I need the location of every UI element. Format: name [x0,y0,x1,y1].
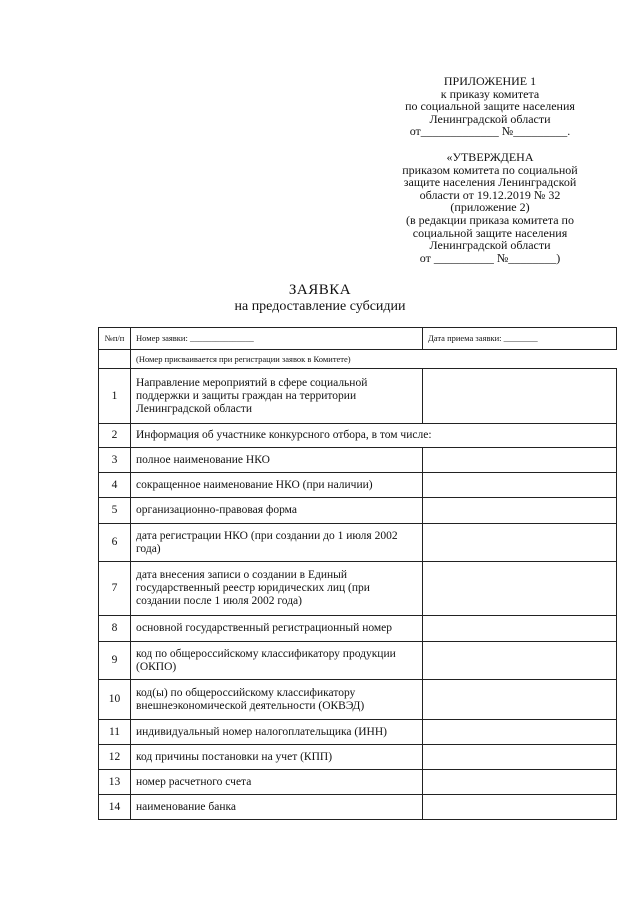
row-value-cell[interactable] [423,680,617,720]
approved-line: от __________ №________) [419,250,561,265]
appendix-line: Ленинградской области [429,111,551,126]
table-row [99,369,617,424]
row-number: 5 [99,498,131,524]
row-number: 3 [99,448,131,473]
row-value-cell[interactable] [423,562,617,616]
row-value-cell[interactable] [423,369,617,424]
document-subtitle: на предоставление субсидии [234,299,406,314]
row-number: 11 [99,720,131,745]
table-row [99,680,617,720]
approved-line: защите населения Ленинградской [403,175,577,190]
row-label: номер расчетного счета [131,770,423,795]
row-number: 8 [99,616,131,642]
receipt-date-field[interactable]: Дата приема заявки: ________ [423,328,617,350]
approved-line: социальной защите населения [412,225,568,240]
table-header-row [99,328,617,350]
row-label: Направление мероприятий в сфере социальной поддержки и защиты граждан на территории Ленинградской области [131,369,423,424]
table-row [99,616,617,642]
table-row [99,720,617,745]
row-label: полное наименование НКО [131,448,423,473]
row-label: организационно-правовая форма [131,498,423,524]
row-value-cell[interactable] [423,498,617,524]
row-label: код по общероссийскому классификатору продукции (ОКПО) [131,642,423,680]
table-row [99,524,617,562]
row-label: индивидуальный номер налогоплательщика (ИНН) [131,720,423,745]
note-row [99,350,617,369]
table-row [99,473,617,498]
approved-line: области от 19.12.2019 № 32 [419,187,561,202]
table-row [99,562,617,616]
application-number-field[interactable]: Номер заявки: _______________ [131,328,423,350]
row-label: наименование банка [131,795,423,820]
row-value-cell[interactable] [423,524,617,562]
row-label: код(ы) по общероссийскому классификатору внешнеэкономической деятельности (ОКВЭД) [131,680,423,720]
row-label: код причины постановки на учет (КПП) [131,745,423,770]
row-number: 6 [99,524,131,562]
appendix-line: от_____________ №_________. [409,124,571,139]
table-row [99,424,617,448]
row-value-cell[interactable] [423,745,617,770]
application-form-table [98,327,617,820]
row-number: 13 [99,770,131,795]
appendix-line: ПРИЛОЖЕНИЕ 1 [443,74,537,88]
row-number: 4 [99,473,131,498]
approved-header [380,151,600,264]
row-value-cell[interactable] [423,642,617,680]
row-label: дата внесения записи о создании в Единый государственный реестр юридических лиц (при создании после 1 июля 2002 года) [131,562,423,616]
row-number: 9 [99,642,131,680]
table-row [99,498,617,524]
row-number: 14 [99,795,131,820]
row-label: сокращенное наименование НКО (при наличии) [131,473,423,498]
row-label: дата регистрации НКО (при создании до 1 июля 2002 года) [131,524,423,562]
table-row [99,642,617,680]
row-number: 2 [99,424,131,448]
row-number: 1 [99,369,131,424]
row-value-cell[interactable] [423,616,617,642]
registration-note: (Номер присваивается при регистрации заявок в Комитете) [136,353,351,364]
row-value-cell[interactable] [423,795,617,820]
row-value-cell[interactable] [423,473,617,498]
row-value-cell[interactable] [423,720,617,745]
approved-line: (в редакции приказа комитета по [406,212,574,227]
table-row [99,770,617,795]
row-value-cell[interactable] [423,448,617,473]
approved-line: (приложение 2) [450,200,530,215]
row-number: 12 [99,745,131,770]
approved-line: «УТВЕРЖДЕНА [446,150,534,164]
table-row [99,745,617,770]
appendix-line: по социальной защите населения [405,99,575,114]
table-row [99,795,617,820]
row-label: основной государственный регистрационный номер [131,616,423,642]
document-title: ЗАЯВКА [288,282,352,298]
appendix-line: к приказу комитета [440,86,540,101]
col-num-header: №п/п [99,328,131,350]
appendix-header [380,75,600,138]
row-number: 10 [99,680,131,720]
row-label: Информация об участнике конкурсного отбора, в том числе: [131,424,617,448]
approved-line: приказом комитета по социальной [402,162,578,177]
row-number: 7 [99,562,131,616]
table-row [99,448,617,473]
row-value-cell[interactable] [423,770,617,795]
approved-line: Ленинградской области [429,238,551,253]
